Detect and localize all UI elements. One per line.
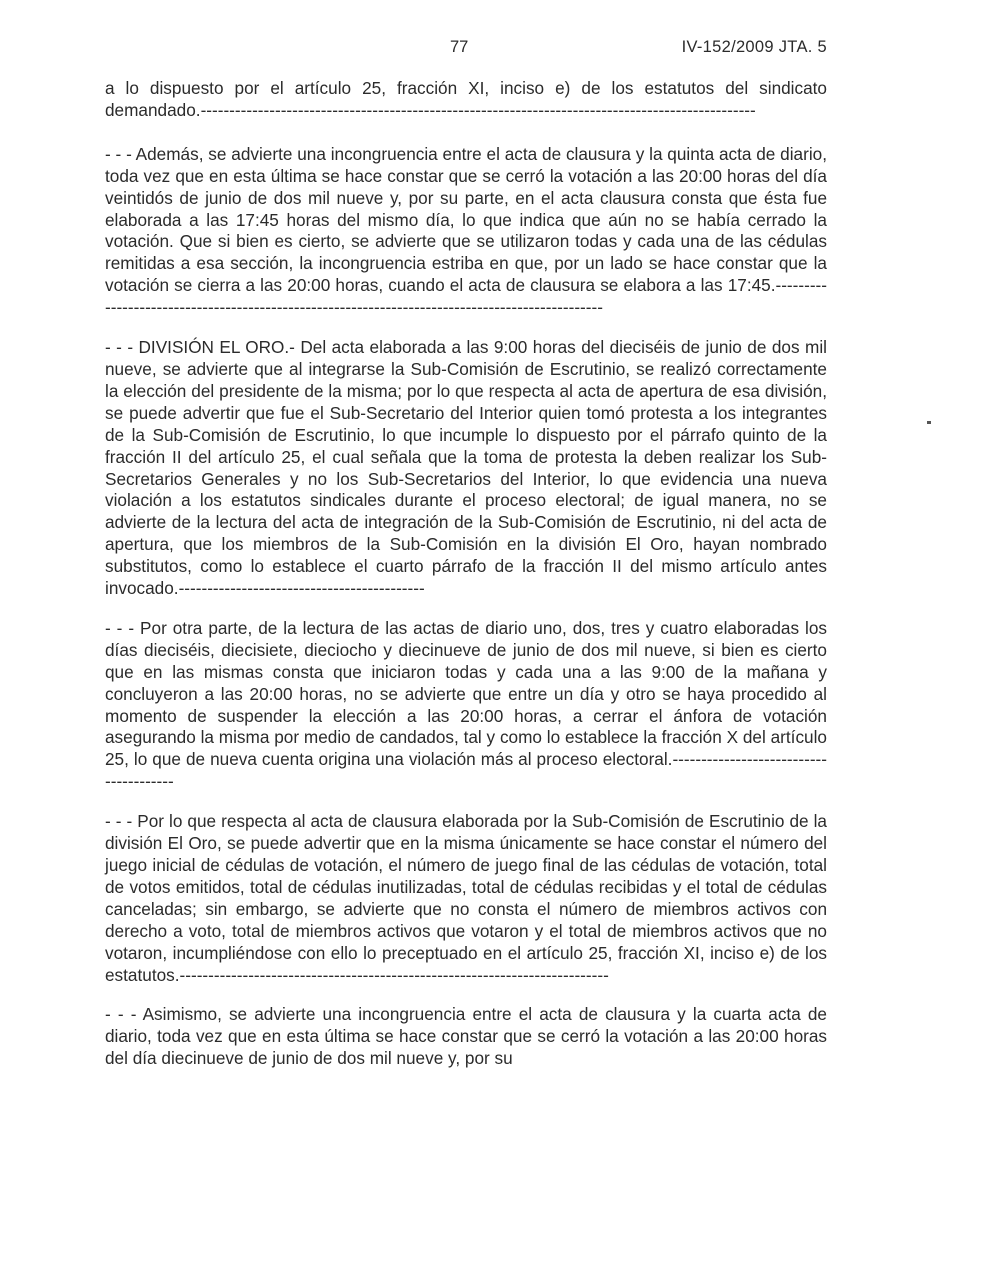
paragraph-fourth-act-inconsistency: - - - Asimismo, se advierte una incongruencia entre el acta de clausura y la cuarta acta de diario, toda vez que en esta última se hace constar que se cerró la votación a las 20:00 horas del día diecinueve de junio de dos mil nueve y, por su (105, 1004, 827, 1069)
paragraph-closing-act-el-oro: - - - Por lo que respecta al acta de clausura elaborada por la Sub-Comisión de Escrutinio de la división El Oro, se puede advertir que en la misma únicamente se hace constar el número del juego inicial de cédulas de votación, el número de juego final de las cédulas de votación, total de votos emitidos, total de cédulas inutilizadas, total de cédulas recibidas y el total de cédulas canceladas; sin embargo, se advierte que no consta el número de miembros activos con derecho a voto, total de miembros activos que votaron y el total de miembros activos que no votaron, incumpliéndose con ello lo preceptuado en el artículo 25, fracción XI, inciso e) de los estatutos.--------------------------------------------------------------------------- (105, 811, 827, 985)
paragraph-division-el-oro: - - - DIVISIÓN EL ORO.- Del acta elaborada a las 9:00 horas del dieciséis de junio de dos mil nueve, se advierte que al integrarse la Sub-Comisión de Escrutinio, se realizó correctamente la elección del presidente de la misma; por lo que respecta al acta de apertura de esa división, se puede advertir que fue el Sub-Secretario del Interior quien tomó protesta a los integrantes de la Sub-Comisión de Escrutinio, lo que incumple lo dispuesto por el párrafo quinto de la fracción II del artículo 25, el cual señala que la toma de protesta la deben realizar los Sub-Secretarios Generales y no los Sub-Secretarios del Interior, lo que evidencia una nueva violación a los estatutos sindicales durante el proceso electoral; de igual manera, no se advierte de la lectura del acta de integración de la Sub-Comisión de Escrutinio, ni del acta de apertura, que los miembros de la Sub-Comisión en la división El Oro, hayan nombrado substitutos, como lo establece el cuarto párrafo de la fracción II del mismo artículo antes invocado.------------------------------------------- (105, 337, 827, 599)
page-header (0, 38, 985, 60)
file-reference: IV-152/2009 JTA. 5 (681, 38, 827, 56)
paragraph-daily-acts: - - - Por otra parte, de la lectura de las actas de diario uno, dos, tres y cuatro elaboradas los días dieciséis, diecisiete, dieciocho y diecinueve de junio de dos mil nueve, si bien es cierto que en las mismas consta que iniciaron todas y cada una a las 9:00 de la mañana y concluyeron a las 20:00 horas, no se advierte que entre un día y otro se haya procedido al momento de suspender la elección a las 20:00 horas, a cerrar el ánfora de votación asegurando la misma por medio de candados, tal y como lo establece la fracción X del artículo 25, lo que de nueva cuenta origina una violación más al proceso electoral.--------------------------------------- (105, 617, 827, 792)
paragraph-statute-reference: a lo dispuesto por el artículo 25, fracción XI, inciso e) de los estatutos del sindicato demandado.------------------------------------------------------------------------------------------------- (105, 78, 827, 120)
page-number: 77 (450, 38, 469, 56)
scan-speck (927, 421, 931, 424)
paragraph-closing-act-inconsistency: - - - Además, se advierte una incongruencia entre el acta de clausura y la quinta acta de diario, toda vez que en esta última se hace constar que se cerró la votación a las 20:00 horas del día veintidós de junio de dos mil nueve y, por su parte, en el acta clausura consta que ésta fue elaborada a las 17:45 horas del mismo día, lo que indica que aún no se había cerrado la votación. Que si bien es cierto, se advierte que se utilizaron todas y cada una de las cédulas remitidas a esa sección, la incongruencia estriba en que, por un lado se hace constar que la votación se cierra a las 20:00 horas, cuando el acta de clausura se elabora a las 17:45.------------------------------------------------------------------------------------------------ (105, 143, 827, 318)
document-body (105, 78, 827, 1088)
